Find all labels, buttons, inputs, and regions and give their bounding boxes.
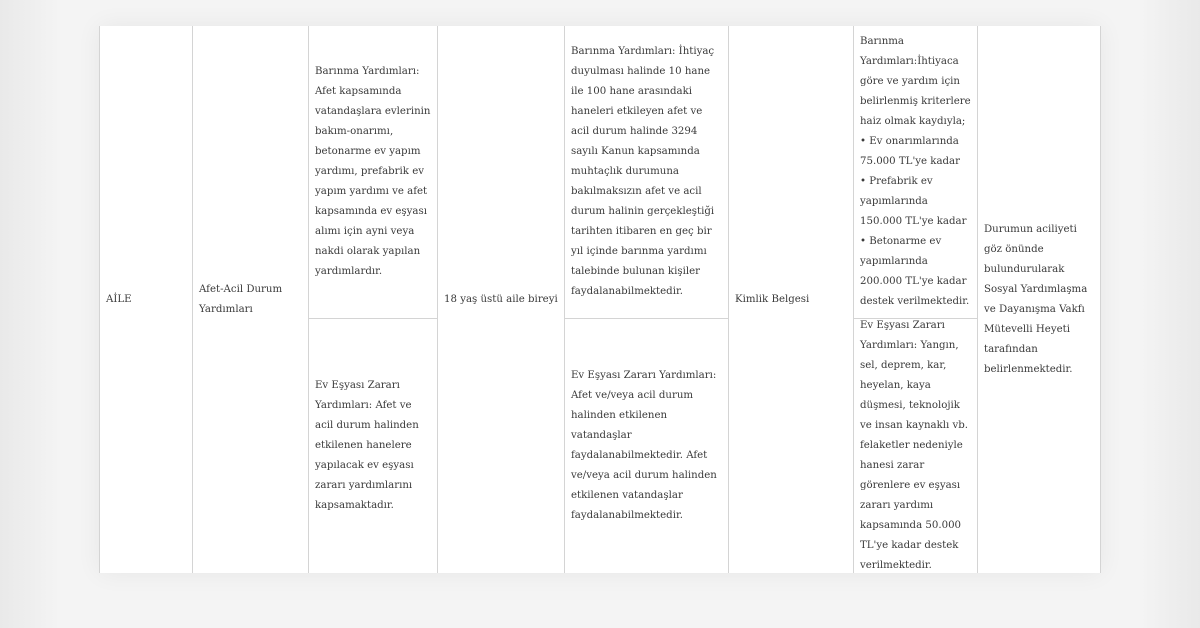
target-group-text: 18 yaş üstü aile bireyi [444, 293, 558, 305]
authority-text: Durumun aciliyeti göz önünde bulundurularak Sosyal Yardımlaşma ve Dayanışma Vakfı Mütevelli Heyeti tarafından belirlenmektedir. [984, 223, 1088, 375]
cell-furniture-amount [854, 319, 977, 573]
aid-type-text: Afet-Acil Durum Yardımları [199, 283, 283, 315]
shelter-amount-block [860, 32, 971, 312]
required-document-text: Kimlik Belgesi [735, 293, 810, 305]
cell-aid-type [193, 26, 308, 573]
cell-authority [978, 26, 1100, 573]
shelter-amount-intro: Barınma Yardımları:İhtiyaca göre ve yardım için belirlenmiş kriterlere haiz olmak kaydıyla; [860, 36, 971, 127]
shelter-amount-item: • Betonarme ev yapımlarında 200.000 TL'ye kadar destek verilmektedir. [860, 236, 970, 307]
cell-shelter-description [309, 26, 437, 318]
cell-shelter-eligibility [565, 26, 728, 318]
shelter-description-text: Barınma Yardımları: Afet kapsamında vatandaşlara evlerinin bakım-onarımı, betonarme ev yapım yardımı, prefabrik ev yapım yardımı ve afet kapsamında ev eşyası alımı için ayni veya nakdi olarak yapılan yardımlardır. [315, 66, 431, 277]
cell-furniture-description [309, 319, 437, 573]
table-border-right [1100, 26, 1101, 573]
furniture-description-text: Ev Eşyası Zararı Yardımları: Afet ve acil durum halinden etkilenen hanelere yapılacak ev eşyası zararı yardımlarını kapsamaktadır. [315, 380, 419, 511]
cell-group [100, 26, 192, 573]
cell-furniture-eligibility [565, 319, 728, 573]
cell-target-group [438, 26, 564, 573]
furniture-eligibility-text: Ev Eşyası Zararı Yardımları: Afet ve/veya acil durum halinden etkilenen vatandaşlar faydalanabilmektedir. Afet ve/veya acil durum halinden etkilenen vatandaşlar faydalanabilmektedir. [571, 370, 717, 521]
shelter-amount-item: • Ev onarımlarında 75.000 TL'ye kadar [860, 136, 960, 167]
group-text: AİLE [106, 293, 132, 305]
furniture-amount-text: Ev Eşyası Zararı Yardımları: Yangın, sel, deprem, kar, heyelan, kaya düşmesi, teknolojik ve insan kaynaklı vb. felaketler nedeniyle hanesi zarar görenlere ev eşyası zararı yardımı kapsamında 50.000 TL'ye kadar destek verilmektedir. [860, 320, 969, 571]
cell-shelter-amount [854, 26, 977, 318]
aid-table [99, 26, 1101, 573]
shelter-eligibility-text: Barınma Yardımları: İhtiyaç duyulması halinde 10 hane ile 100 hane arasındaki haneleri etkileyen afet ve acil durum halinde 3294 sayılı Kanun kapsamında muhtaçlık durumuna bakılmaksızın afet ve acil durum halinin gerçekleştiği tarihten itibaren en geç bir yıl içinde barınma yardımı talebinde bulunan kişiler faydalanabilmektedir. [571, 46, 715, 297]
shelter-amount-item: • Prefabrik ev yapımlarında 150.000 TL'ye kadar [860, 176, 967, 227]
cell-required-document [729, 26, 853, 573]
